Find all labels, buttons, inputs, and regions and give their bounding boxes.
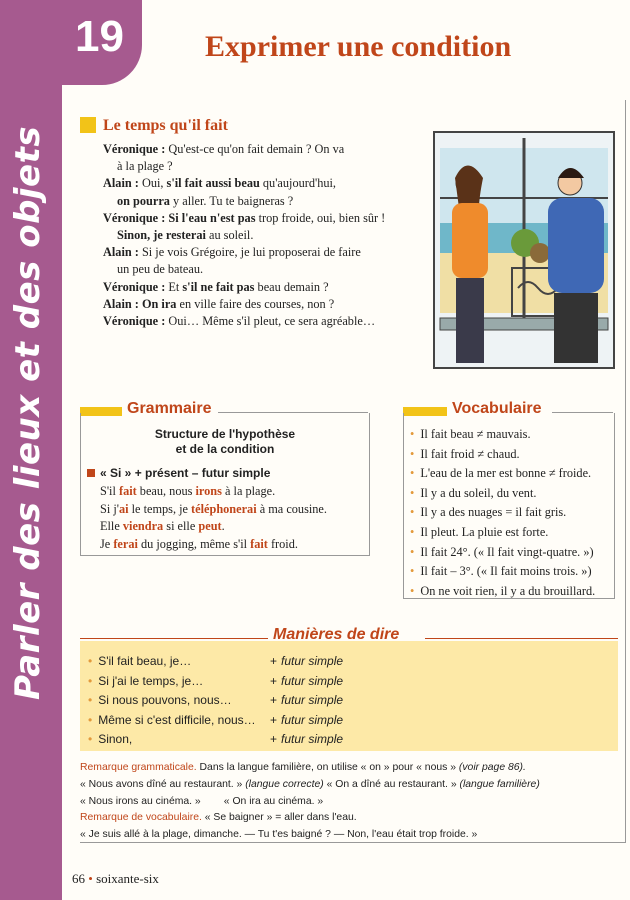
line-highlight: On ira bbox=[138, 296, 177, 311]
speaker: Véronique : bbox=[103, 279, 166, 294]
remark-line: « Nous avons dîné au restaurant. » (langue correcte) « On a dîné au restaurant. » (langue familière) bbox=[80, 778, 540, 790]
list-item: • Il y a des nuages = il fait gris. bbox=[410, 503, 595, 523]
remark-line: Remarque grammaticale. Dans la langue familière, on utilise « on » pour « nous » (voir page 86). bbox=[80, 762, 526, 773]
list-item: • Il fait – 3°. (« Il fait moins trois. ») bbox=[410, 562, 595, 582]
sidebar-band bbox=[0, 0, 62, 900]
sidebar-title: Parler des lieux et des objets bbox=[8, 125, 48, 700]
dialogue-text bbox=[103, 141, 433, 330]
list-item: • Si nous pouvons, nous… bbox=[88, 693, 232, 707]
subtitle-line: et de la condition bbox=[175, 442, 275, 456]
speaker: Alain : bbox=[103, 296, 139, 311]
dialogue-line bbox=[103, 244, 433, 261]
line-text: en ville faire des courses, non ? bbox=[176, 296, 335, 311]
line-text: Et bbox=[165, 279, 183, 294]
list-item: • Il pleut. La pluie est forte. bbox=[410, 523, 595, 543]
remark-line: Remarque de vocabulaire. « Se baigner » = aller dans l'eau. bbox=[80, 812, 357, 824]
dialogue-line bbox=[103, 193, 433, 210]
list-item: • S'il fait beau, je… bbox=[88, 654, 192, 668]
line-highlight: Sinon, je resterai bbox=[117, 228, 206, 243]
line-text: qu'aujourd'hui, bbox=[259, 176, 336, 191]
list-item: • Sinon, bbox=[88, 732, 133, 746]
dialogue-line bbox=[103, 175, 433, 192]
speaker: Alain : bbox=[103, 176, 139, 191]
line-highlight: s'il fait aussi beau bbox=[166, 176, 260, 191]
rule-square-icon bbox=[87, 469, 95, 477]
line-text: Oui… Même s'il pleut, ce sera agréable… bbox=[165, 314, 376, 329]
speaker: Véronique : bbox=[103, 314, 166, 329]
example-line: Si j'ai le temps, je téléphonerai à ma cousine. bbox=[100, 501, 327, 516]
page-title: Exprimer une condition bbox=[205, 30, 512, 63]
future-label: + futur simple bbox=[270, 673, 344, 688]
vocabulaire-list bbox=[410, 425, 595, 601]
dialogue-line bbox=[103, 141, 433, 158]
rule-text: « Si » + présent – futur simple bbox=[100, 466, 271, 480]
dialogue-line bbox=[103, 296, 433, 313]
remark-line: « Je suis allé à la plage, dimanche. — Tu t'es baigné ? — Non, l'eau était trop froide. » bbox=[80, 829, 478, 841]
list-item: • Il fait 24°. (« Il fait vingt-quatre. ») bbox=[410, 543, 595, 563]
line-text: au soleil. bbox=[205, 228, 254, 243]
list-item: • Il y a du soleil, du vent. bbox=[410, 484, 595, 504]
line-text: trop froide, oui, bien sûr ! bbox=[255, 210, 386, 225]
manieres-title: Manières de dire bbox=[273, 626, 400, 643]
future-label: + futur simple bbox=[270, 712, 344, 727]
future-label: + futur simple bbox=[270, 654, 344, 668]
grammaire-examples bbox=[100, 483, 327, 553]
line-text: à la plage ? bbox=[117, 159, 173, 174]
manieres-line-left bbox=[80, 638, 268, 639]
list-item: • Même si c'est difficile, nous… bbox=[88, 712, 256, 727]
line-highlight: Si l'eau n'est pas bbox=[165, 210, 256, 225]
line-highlight: s'il ne fait pas bbox=[182, 279, 255, 294]
grammaire-title: Grammaire bbox=[127, 400, 212, 417]
speaker: Véronique : bbox=[103, 142, 166, 156]
line-text: Qu'est-ce qu'on fait demain ? On va bbox=[165, 142, 345, 156]
page-number-words: soixante-six bbox=[96, 871, 159, 886]
manieres-line-right bbox=[425, 638, 618, 639]
remark-line: « Nous irons au cinéma. » « On ira au cinéma. » bbox=[80, 795, 324, 807]
line-highlight: on pourra bbox=[117, 193, 170, 208]
future-label: + futur simple bbox=[270, 732, 344, 746]
line-text: Si je vois Grégoire, je lui proposerai de faire bbox=[138, 245, 361, 260]
example-line: Je ferai du jogging, même s'il fait froid. bbox=[100, 536, 298, 551]
grammaire-rule bbox=[87, 466, 270, 480]
dialogue-line bbox=[103, 158, 433, 175]
future-label: + futur simple bbox=[270, 693, 344, 707]
page-footer: 66 • soixante-six bbox=[72, 871, 159, 886]
line-text: un peu de bateau. bbox=[117, 262, 204, 277]
dialogue-line bbox=[103, 210, 433, 227]
line-text: y aller. Tu te baigneras ? bbox=[169, 193, 294, 208]
manieres-future-list bbox=[270, 652, 343, 750]
list-item: • Si j'ai le temps, je… bbox=[88, 673, 204, 688]
list-item: • Il fait froid ≠ chaud. bbox=[410, 445, 595, 465]
subtitle-line: Structure de l'hypothèse bbox=[154, 427, 296, 441]
dialogue-line bbox=[103, 227, 433, 244]
dialogue-title: Le temps qu'il fait bbox=[103, 117, 228, 134]
list-item: • On ne voit rien, il y a du brouillard. bbox=[410, 582, 595, 602]
remarks bbox=[80, 760, 620, 844]
speaker: Véronique : bbox=[103, 210, 166, 225]
vocabulaire-title: Vocabulaire bbox=[452, 400, 542, 417]
line-text: Oui, bbox=[138, 176, 167, 191]
speaker: Alain : bbox=[103, 245, 139, 260]
list-item: • Il fait beau ≠ mauvais. bbox=[410, 425, 595, 445]
section-square-icon bbox=[80, 117, 96, 133]
dialogue-line bbox=[103, 279, 433, 296]
page-number: 66 bbox=[72, 871, 85, 886]
example-line: S'il fait beau, nous irons à la plage. bbox=[100, 484, 276, 498]
dialogue-line bbox=[103, 313, 433, 330]
lesson-number: 19 bbox=[75, 12, 124, 61]
window-illustration bbox=[430, 128, 620, 373]
grammaire-subtitle bbox=[80, 427, 370, 457]
line-text: beau demain ? bbox=[254, 279, 329, 294]
list-item: • L'eau de la mer est bonne ≠ froide. bbox=[410, 464, 595, 484]
dialogue-line bbox=[103, 261, 433, 278]
example-line: Elle viendra si elle peut. bbox=[100, 519, 225, 533]
